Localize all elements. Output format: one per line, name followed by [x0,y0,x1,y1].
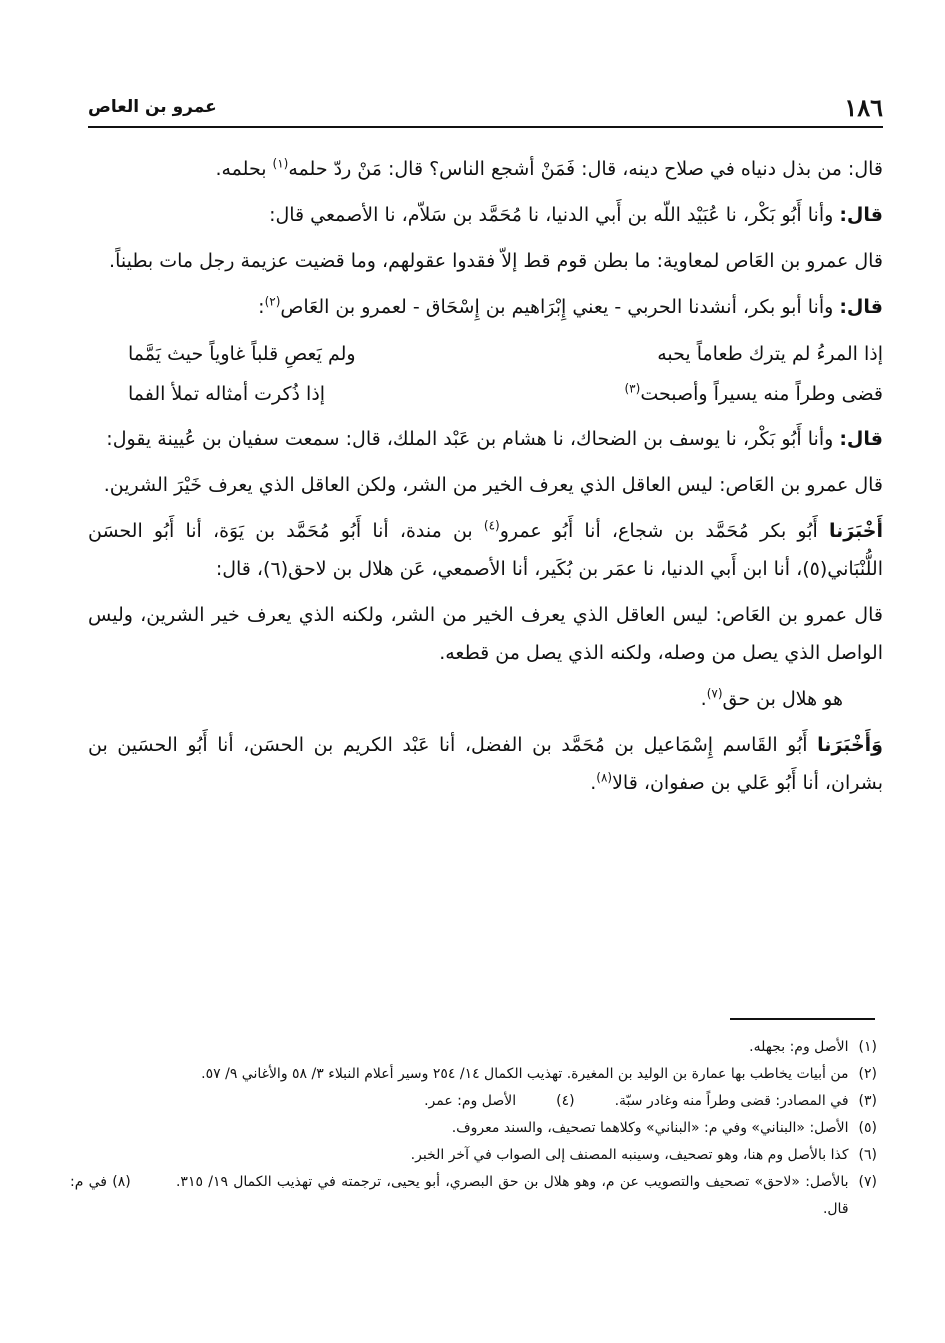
paragraph-text: وأنا أبو بكر، أنشدنا الحربي - يعني إِبْرَاهيم بن إِسْحَاق - لعمرو بن العَاص [280,296,840,318]
paragraph-text: أَبُو بكر مُحَمَّد بن شجاع، أنا أَبُو عمرو [499,520,829,542]
paragraph [88,288,883,326]
footnote [70,1061,877,1088]
paragraph-lead: قال: [839,204,883,226]
paragraph [88,420,883,458]
verse-first-hemistich [624,375,883,413]
verse-second-hemistich: ولم يَعصِ قلباً غاوياً حيث يَمَّما [128,343,356,365]
footnote [70,1169,877,1223]
paragraph [88,150,883,188]
footnote-ref: (٨) [596,770,613,785]
footnote-text-main: بالأصل: «لاحق» تصحيف والتصويب عن م، وهو هلال بن حق البصري، أبو يحيى، ترجمته في تهذيب الكمال ١٩/ ٣١٥. [175,1174,849,1190]
verse-line [88,334,883,374]
paragraph [88,196,883,234]
footnote-ref: (٧) [706,686,723,701]
footnote-text: في م: قال. [70,1174,849,1217]
footnote-ref: (٣) [624,381,641,396]
paragraph [88,726,883,802]
footnote [70,1088,877,1115]
footnote-number: (٨) [112,1174,131,1190]
paragraph-text: قال عمرو بن العَاص: ليس العاقل الذي يعرف الخير من الشر، ولكن العاقل الذي يعرف خَيْرَ الشرين. [103,474,883,496]
running-head: عمرو بن العاص [88,97,217,117]
footnote-number: (٥) [858,1120,877,1136]
poem [88,334,883,414]
footnote-number: (٧) [858,1174,877,1190]
header-rule [88,126,883,128]
footnote [70,1115,877,1142]
footnote-text [70,1169,849,1223]
paragraph [88,596,883,672]
footnote [70,1034,877,1061]
verse-second-hemistich: إذا ذُكرت أمثاله تملأ الفما [128,383,326,405]
page-header [88,92,883,122]
footnote-ref: (٤) [483,518,500,533]
paragraph-text: هو هلال بن حق [722,688,843,710]
main-text [88,150,883,810]
paragraph-lead: وَأَخْبَرَنا [817,734,883,756]
paragraph-text: قال: من بذل دنياه في صلاح دينه، قال: فَمَنْ أشجع الناس؟ قال: مَنْ ردّ حلمه [288,158,883,180]
footnote-number: (١) [858,1039,877,1055]
paragraph-lead: قال: [839,428,883,450]
footnote [70,1142,877,1169]
footnote-number: (٦) [858,1147,877,1163]
footnote-ref: (١) [272,156,289,171]
paragraph-tail: . [700,688,707,710]
paragraph-tail: . [590,772,597,794]
footnote-text: الأصل وم: عمر. [424,1093,517,1109]
paragraph [88,466,883,504]
paragraph-text: قال عمرو بن العَاص لمعاوية: ما بطن قوم قط إلاّ فقدوا عقولهم، وما قضيت عزيمة رجل مات بطيناً. [109,250,883,272]
paragraph-lead: قال: [839,296,883,318]
footnote-ref: (٢) [264,294,281,309]
footnote-rule [730,1018,875,1020]
paragraph [88,680,843,718]
footnote-text: كذا بالأصل وم هنا، وهو تصحيف، وسينبه المصنف إلى الصواب في آخر الخبر. [410,1147,849,1163]
paragraph-tail: بحلمه. [215,158,273,180]
paragraph [88,242,883,280]
footnote-text: الأصل: «البناني» وفي م: «البناني» وكلاهما تصحيف، والسند معروف. [451,1120,849,1136]
paragraph [88,512,883,588]
footnote-row [424,1088,848,1115]
footnote-text: من أبيات يخاطب بها عمارة بن الوليد بن المغيرة. تهذيب الكمال ١٤/ ٢٥٤ وسير أعلام النبلاء ٣/ ٥٨ والأغاني ٩/ ٥٧. [201,1066,849,1082]
paragraph-text: وأنا أَبُو بَكْر، نا يوسف بن الضحاك، نا هشام بن عَبْد الملك، قال: سمعت سفيان بن عُيينة يقول: [106,428,840,450]
verse-line [88,374,883,414]
paragraph-lead: أَخْبَرَنا [828,520,883,542]
paragraph-text: قال عمرو بن العَاص: ليس العاقل الذي يعرف الخير من الشر، ولكنه الذي يعرف خير الشرين، وليس الواصل الذي يصل من وصله، ولكنه الذي يصل من قطعه. [88,604,883,664]
paragraph-text: وأنا أَبُو بَكْر، نا عُبَيْد اللّه بن أَبي الدنيا، نا مُحَمَّد بن سَلاّم، نا الأصمعي قال: [269,204,840,226]
paragraph-tail: بن مندة، أنا أَبُو مُحَمَّد بن يَوَة، أنا أَبُو الحسَن اللُّنْبَاني(٥)، أنا ابن أَبي الدنيا، نا عمَر بن بُكَير، أنا الأصمعي، عَن هلال بن لاحق(٦)، قال: [88,520,883,580]
paragraph-text: أَبُو القَاسم إِسْمَاعيل بن مُحَمَّد بن الفضل، أنا عَبْد الكريم بن الحسَن، أنا أَبُو الحسَين بن بشران، أنا أَبُو عَلي بن صفوان، قالا [88,734,883,794]
footnote-number: (٣) [858,1093,877,1109]
footnotes [70,1034,877,1223]
verse-text: قضى وطراً منه يسيراً وأصبحت [640,383,883,405]
footnote-number: (٤) [556,1093,575,1109]
footnote-number: (٢) [858,1066,877,1082]
verse-first-hemistich: إذا المرءُ لم يترك طعاماً يحبه [657,343,883,365]
footnote-text: في المصادر: قضى وطراً منه وغادر سبّة. [614,1093,849,1109]
footnote-text: الأصل وم: بجهله. [749,1039,849,1055]
paragraph-tail: : [258,296,265,318]
page-number: ١٨٦ [844,92,883,122]
